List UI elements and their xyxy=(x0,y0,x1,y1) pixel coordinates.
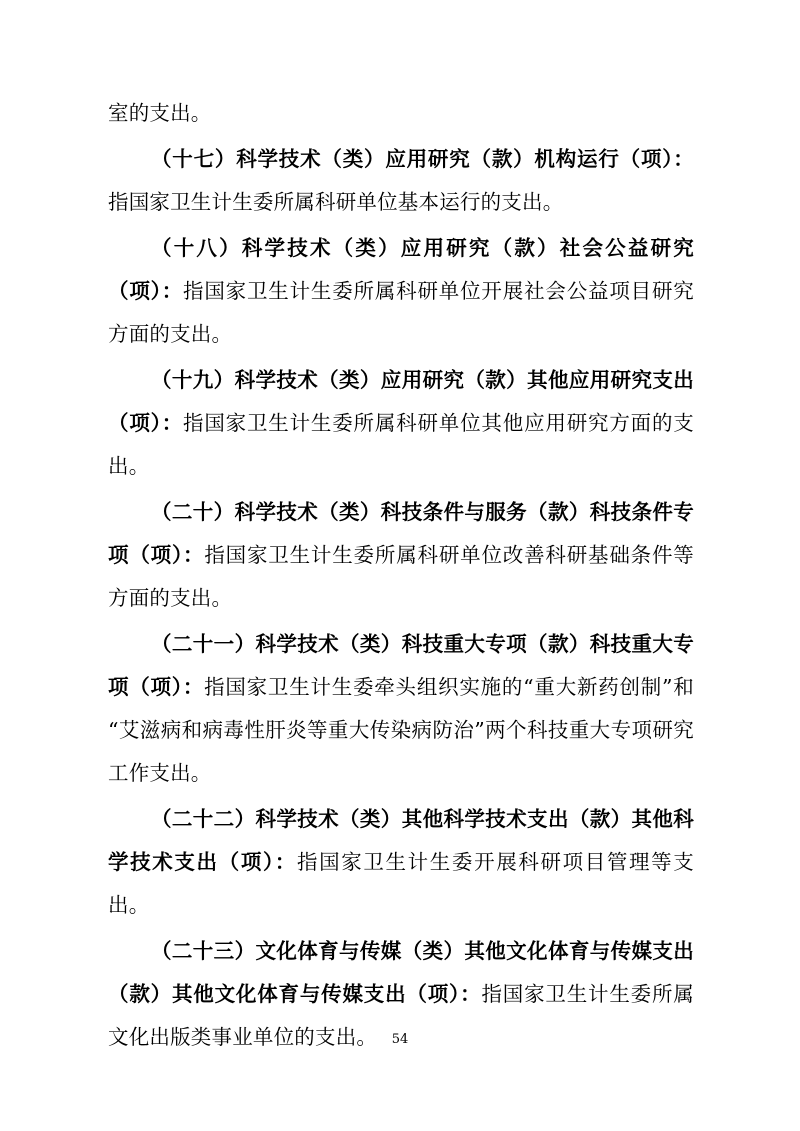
paragraph-heading-text: （十七）科学技术（类）应用研究（款）机构运行（项）： xyxy=(151,147,694,171)
paragraph-p-17 xyxy=(108,138,694,224)
paragraph-text: 室的支出。 xyxy=(108,101,212,125)
paragraph-heading-text: （十八）科学技术（类）应用研究（款）社会公益研究（项）： xyxy=(108,236,694,303)
paragraph-p-continued xyxy=(108,92,694,135)
paragraph-heading-text: （二十一）科学技术（类）科技重大专项（款）科技重大专项（项）： xyxy=(108,632,694,699)
paragraph-p-18 xyxy=(108,227,694,356)
paragraph-text: 指国家卫生计生委牵头组织实施的“重大新药创制”和“艾滋病和病毒性肝炎等重大传染病防治”两个科技重大专项研究工作支出。 xyxy=(108,675,694,785)
page-number: 54 xyxy=(391,1032,409,1047)
paragraph-heading-text: （十九）科学技术（类）应用研究（款）其他应用研究支出（项）： xyxy=(108,368,694,435)
paragraph-p-21 xyxy=(108,623,694,795)
paragraph-text: 指国家卫生计生委开展科研项目管理等支出。 xyxy=(108,850,694,917)
paragraph-p-19 xyxy=(108,359,694,488)
paragraph-p-20 xyxy=(108,491,694,620)
paragraph-heading-text: （二十）科学技术（类）科技条件与服务（款）科技条件专项（项）： xyxy=(108,500,694,567)
paragraph-heading-text: （二十三）文化体育与传媒（类）其他文化体育与传媒支出（款）其他文化体育与传媒支出（项）： xyxy=(108,939,694,1006)
document-body xyxy=(108,92,694,1059)
paragraph-text: 指国家卫生计生委所属科研单位改善科研基础条件等方面的支出。 xyxy=(108,543,695,610)
paragraph-p-22 xyxy=(108,798,694,927)
paragraph-text: 指国家卫生计生委所属科研单位基本运行的支出。 xyxy=(108,190,564,214)
paragraph-text: 指国家卫生计生委所属科研单位开展社会公益项目研究方面的支出。 xyxy=(108,279,694,346)
paragraph-text: 指国家卫生计生委所属文化出版类事业单位的支出。 xyxy=(108,982,694,1049)
paragraph-heading-text: （二十二）科学技术（类）其他科学技术支出（款）其他科学技术支出（项）： xyxy=(108,807,694,874)
paragraph-text: 指国家卫生计生委所属科研单位其他应用研究方面的支出。 xyxy=(108,411,694,478)
